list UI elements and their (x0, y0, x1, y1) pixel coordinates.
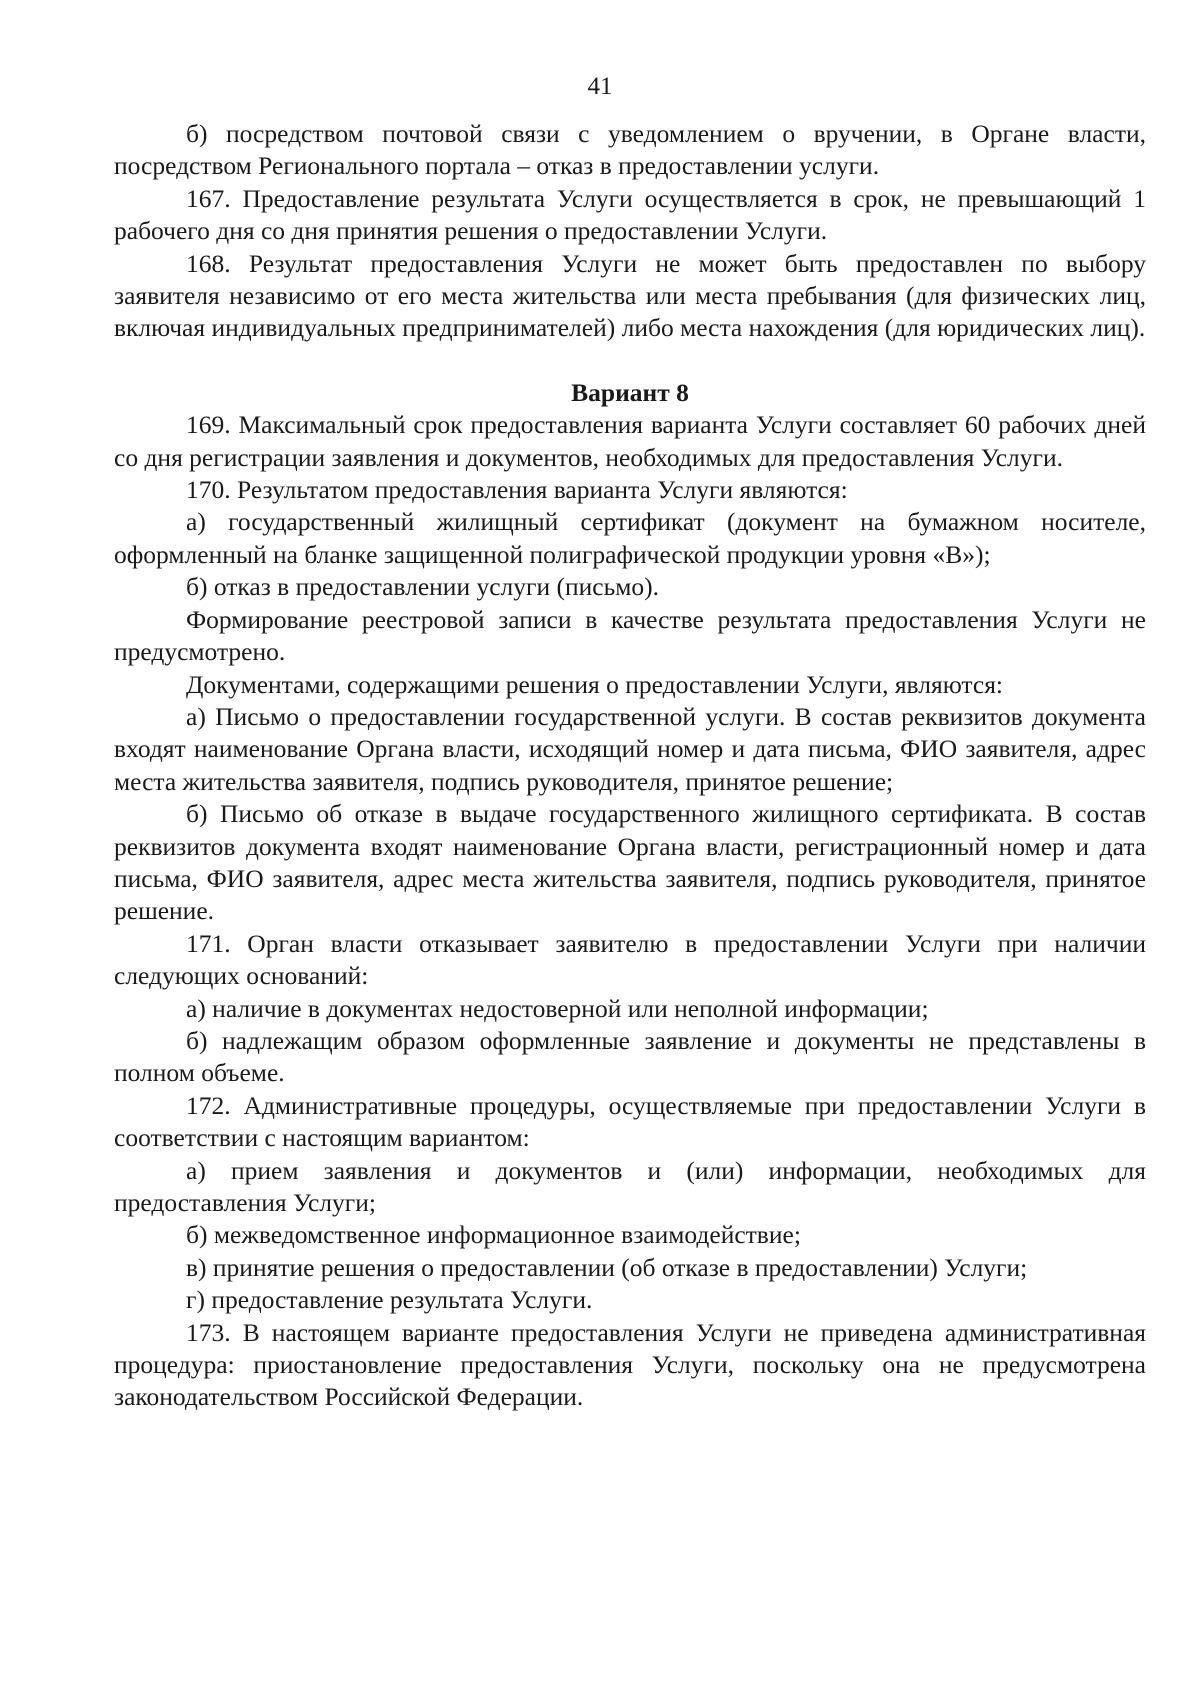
paragraph: 172. Административные процедуры, осуществляемые при предоставлении Услуги в соответствии с настоящим вариантом: (114, 1090, 1146, 1153)
paragraph: б) посредством почтовой связи с уведомлением о вручении, в Органе власти, посредством Регионального портала – отказ в предоставлении услуги. (114, 119, 1146, 181)
paragraph: в) принятие решения о предоставлении (об отказе в предоставлении) Услуги; (186, 1252, 1028, 1282)
paragraph: 173. В настоящем варианте предоставления Услуги не приведена административная процедура: приостановление предоставления Услуги, поскольку она не предусмотрена законодательством Российской Федерации. (114, 1317, 1146, 1412)
paragraph: б) Письмо об отказе в выдаче государственного жилищного сертификата. В состав реквизитов документа входят наименование Органа власти, регистрационный номер и дата письма, ФИО заявителя, адрес места жительства заявителя, подпись руководителя, принятое решение. (114, 799, 1146, 926)
paragraph: 171. Орган власти отказывает заявителю в предоставлении Услуги при наличии следующих оснований: (114, 928, 1146, 991)
document-body (114, 118, 1146, 1414)
paragraph: б) межведомственное информационное взаимодействие; (186, 1220, 801, 1250)
paragraph: Формирование реестровой записи в качестве результата предоставления Услуги не предусмотрено. (114, 604, 1146, 667)
paragraph: а) наличие в документах недостоверной или неполной информации; (186, 993, 929, 1023)
paragraph: б) надлежащим образом оформленные заявление и документы не представлены в полном объеме. (114, 1025, 1146, 1088)
paragraph: б) отказ в предоставлении услуги (письмо). (186, 572, 659, 602)
paragraph: 168. Результат предоставления Услуги не может быть предоставлен по выбору заявителя независимо от его места жительства или места пребывания (для физических лиц, включая индивидуальных предпринимателей) либо места нахождения (для юридических лиц). (114, 248, 1146, 343)
paragraph: Документами, содержащими решения о предоставлении Услуги, являются: (186, 669, 1004, 699)
paragraph: а) Письмо о предоставлении государственной услуги. В состав реквизитов документа входят наименование Органа власти, исходящий номер и дата письма, ФИО заявителя, адрес места жительства заявителя, подпись руководителя, принятое решение; (114, 701, 1146, 796)
section-heading: Вариант 8 (571, 377, 689, 407)
paragraph: а) прием заявления и документов и (или) информации, необходимых для предоставления Услуги; (114, 1155, 1146, 1217)
paragraph: 170. Результатом предоставления варианта Услуги являются: (186, 475, 848, 505)
page-number: 41 (587, 73, 613, 100)
paragraph: г) предоставление результата Услуги. (186, 1285, 593, 1315)
paragraph: 169. Максимальный срок предоставления варианта Услуги составляет 60 рабочих дней со дня регистрации заявления и документов, необходимых для предоставления Услуги. (114, 410, 1146, 472)
paragraph: 167. Предоставление результата Услуги осуществляется в срок, не превышающий 1 рабочего дня со дня принятия решения о предоставлении Услуги. (114, 183, 1146, 246)
paragraph: а) государственный жилищный сертификат (документ на бумажном носителе, оформленный на бланке защищенной полиграфической продукции уровня «В»); (114, 507, 1146, 569)
